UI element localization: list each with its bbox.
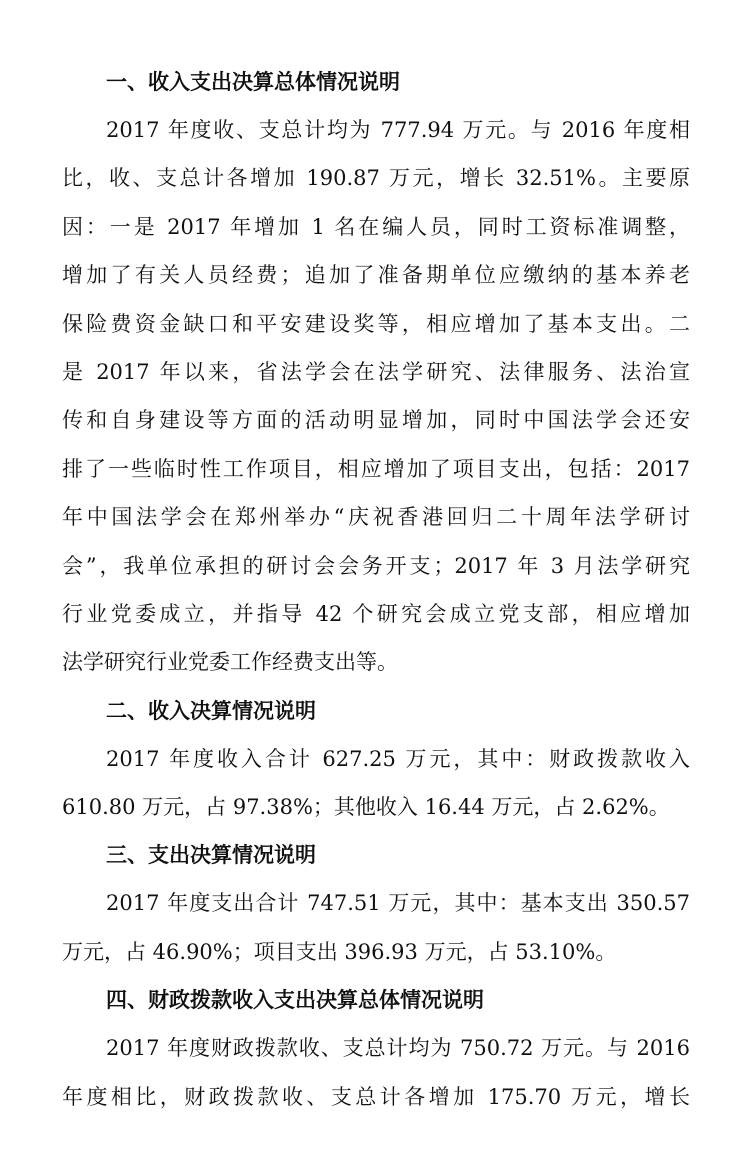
text-line: 比，收、支总计各增加 190.87 万元，增长 32.51%。主要原 <box>62 166 690 191</box>
section2-heading: 二、收入决算情况说明 <box>106 698 316 723</box>
text-line: 排了一些临时性工作项目，相应增加了项目支出，包括：2017 <box>62 456 690 481</box>
document-page <box>62 58 690 1121</box>
text-line: 610.80 万元，占 97.38%；其他收入 16.44 万元，占 2.62%。 <box>62 795 670 820</box>
text-line: 是 2017 年以来，省法学会在法学研究、法律服务、法治宣 <box>62 359 690 384</box>
section2-paragraph <box>62 735 690 832</box>
text-line: 年中国法学会在郑州举办“庆祝香港回归二十周年法学研讨 <box>62 505 690 530</box>
text-line: 法学研究行业党委工作经费支出等。 <box>62 650 398 675</box>
text-line: 2017 年度财政拨款收、支总计均为 750.72 万元。与 2016 <box>106 1036 690 1061</box>
text-line: 会”，我单位承担的研讨会会务开支；2017 年 3 月法学研究 <box>62 553 690 578</box>
text-line: 2017 年度收、支总计均为 777.94 万元。与 2016 年度相 <box>106 118 690 142</box>
section4-heading: 四、财政拨款收入支出决算总体情况说明 <box>106 988 484 1013</box>
section3-paragraph <box>62 879 690 976</box>
text-line: 行业党委成立，并指导 42 个研究会成立党支部，相应增加 <box>62 601 690 626</box>
section1-paragraph <box>62 106 690 687</box>
text-line: 年度相比，财政拨款收、支总计各增加 175.70 万元，增长 <box>62 1084 690 1109</box>
text-line: 万元，占 46.90%；项目支出 396.93 万元，占 53.10%。 <box>62 939 617 964</box>
section4-paragraph <box>62 1024 690 1121</box>
text-line: 2017 年度收入合计 627.25 万元，其中：财政拨款收入 <box>106 746 690 771</box>
text-line: 2017 年度支出合计 747.51 万元，其中：基本支出 350.57 <box>106 891 690 916</box>
section3-heading: 三、支出决算情况说明 <box>106 843 316 868</box>
text-line: 保险费资金缺口和平安建设奖等，相应增加了基本支出。二 <box>62 311 690 336</box>
text-line: 增加了有关人员经费；追加了准备期单位应缴纳的基本养老 <box>62 263 690 288</box>
section1-heading: 一、收入支出决算总体情况说明 <box>106 70 400 94</box>
text-line: 因：一是 2017 年增加 1 名在编人员，同时工资标准调整， <box>62 214 690 239</box>
text-line: 传和自身建设等方面的活动明显增加，同时中国法学会还安 <box>62 408 690 433</box>
